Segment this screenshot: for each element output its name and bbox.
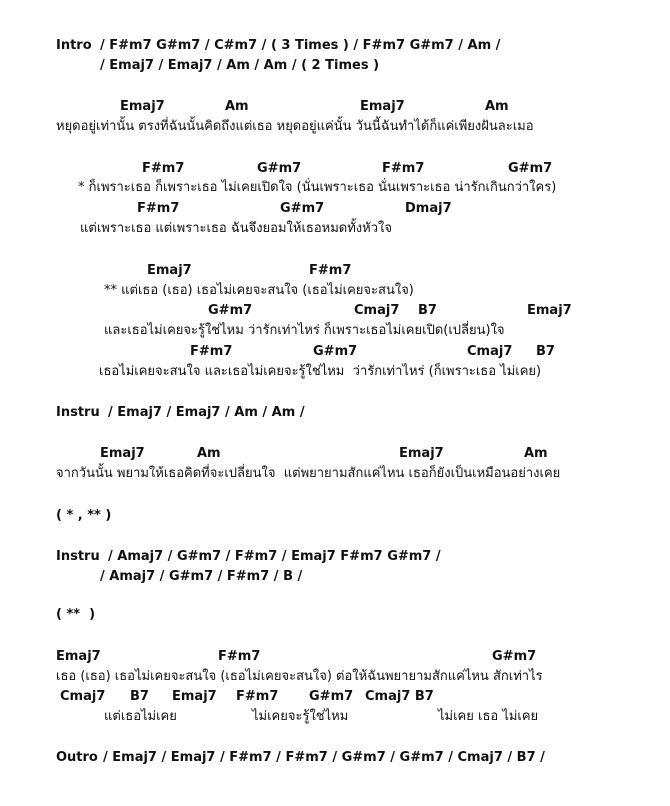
intro-label: Intro (56, 38, 92, 53)
lyric-line: หยุดอยู่เท่านั้น ตรงที่ฉันนั้นคิดถึงแต่เธอ หยุดอยู่แค่นั้น วันนี้ฉันทำได้ก็แค่เพียงฝันละเมอ (56, 119, 534, 134)
lyric-line: จากวันนั้น พยามให้เธอคิดที่จะเปลี่ยนใจ แต่พยายามสักแค่ไหน เธอก็ยังเป็นเหมือนอย่างเคย (56, 466, 561, 481)
lyric-fragment: ไม่เคย เธอ ไม่เคย (438, 709, 539, 724)
chord: Emaj7 (147, 263, 192, 278)
chord: F#m7 (382, 161, 425, 176)
repeat-marker: ( ** ) (56, 607, 96, 622)
lyric-line: และเธอไม่เคยจะรู้ใช่ไหม ว่ารักเท่าไหร่ ก็เพราะเธอไม่เคยเปิด(เปลี่ยน)ใจ (104, 323, 505, 338)
repeat-marker: ( * , ** ) (56, 508, 112, 523)
lyric-fragment: ไม่เคยจะรู้ใช่ไหม (252, 709, 349, 724)
chord: Am (225, 99, 249, 114)
instru-chords-line-1: / Amaj7 / G#m7 / F#m7 / Emaj7 F#m7 G#m7 / (108, 549, 441, 564)
chord: G#m7 (508, 161, 553, 176)
chord: F#m7 (190, 344, 233, 359)
chord: B7 (130, 689, 149, 704)
chord: F#m7 (137, 201, 180, 216)
lyric-line: * ก็เพราะเธอ ก็เพราะเธอ ไม่เคยเปิดใจ (นั่นเพราะเธอ นั่นเพราะเธอ น่ารักเกินกว่าใคร) (78, 180, 557, 195)
instru-label: Instru (56, 549, 100, 564)
chord: Emaj7 (360, 99, 405, 114)
chord: Emaj7 (399, 446, 444, 461)
chord: F#m7 (218, 649, 261, 664)
lyric-line: ** แต่เธอ (เธอ) เธอไม่เคยจะสนใจ (เธอไม่เคยจะสนใจ) (104, 283, 414, 298)
chord: Cmaj7 (467, 344, 513, 359)
chord: G#m7 (492, 649, 537, 664)
chord: B7 (536, 344, 555, 359)
chord: F#m7 (236, 689, 279, 704)
chord: G#m7 (280, 201, 325, 216)
chord: Emaj7 (56, 649, 101, 664)
chord: B7 (418, 303, 437, 318)
intro-chords-line-2: / Emaj7 / Emaj7 / Am / Am / ( 2 Times ) (100, 58, 380, 73)
chord: F#m7 (142, 161, 185, 176)
chord: G#m7 (309, 689, 354, 704)
outro-chords-line-1: / Emaj7 / Emaj7 / F#m7 / F#m7 / G#m7 / G#m7 / Cmaj7 / B7 / (103, 750, 545, 765)
lyric-fragment: แต่เธอไม่เคย (104, 709, 177, 724)
chord: G#m7 (208, 303, 253, 318)
chord: F#m7 (309, 263, 352, 278)
lyric-line: เธอ (เธอ) เธอไม่เคยจะสนใจ (เธอไม่เคยจะสนใจ) ต่อให้ฉันพยายามสักแค่ไหน สักเท่าไร (56, 669, 543, 684)
instru-label: Instru (56, 405, 100, 420)
chord: Emaj7 (120, 99, 165, 114)
chord: Am (485, 99, 509, 114)
chord: Emaj7 (527, 303, 572, 318)
chord: Cmaj7 (60, 689, 106, 704)
chord: Emaj7 (172, 689, 217, 704)
intro-chords-line-1: / F#m7 G#m7 / C#m7 / ( 3 Times ) / F#m7 G#m7 / Am / (100, 38, 501, 53)
outro-label: Outro (56, 750, 98, 765)
chord: Dmaj7 (405, 201, 452, 216)
chord: Am (524, 446, 548, 461)
chord: Am (197, 446, 221, 461)
chord: Cmaj7 (354, 303, 400, 318)
chord: Emaj7 (100, 446, 145, 461)
instru-chords-line-2: / Amaj7 / G#m7 / F#m7 / B / (100, 569, 303, 584)
chord: G#m7 (257, 161, 302, 176)
chord: Cmaj7 B7 (365, 689, 434, 704)
instru-chords-line-1: / Emaj7 / Emaj7 / Am / Am / (108, 405, 305, 420)
lyric-line: แต่เพราะเธอ แต่เพราะเธอ ฉันจึงยอมให้เธอหมดทั้งหัวใจ (80, 221, 392, 236)
chord: G#m7 (313, 344, 358, 359)
lyric-line: เธอไม่เคยจะสนใจ และเธอไม่เคยจะรู้ใช่ไหม ว่ารักเท่าไหร่ (ก็เพราะเธอ ไม่เคย) (99, 364, 542, 379)
